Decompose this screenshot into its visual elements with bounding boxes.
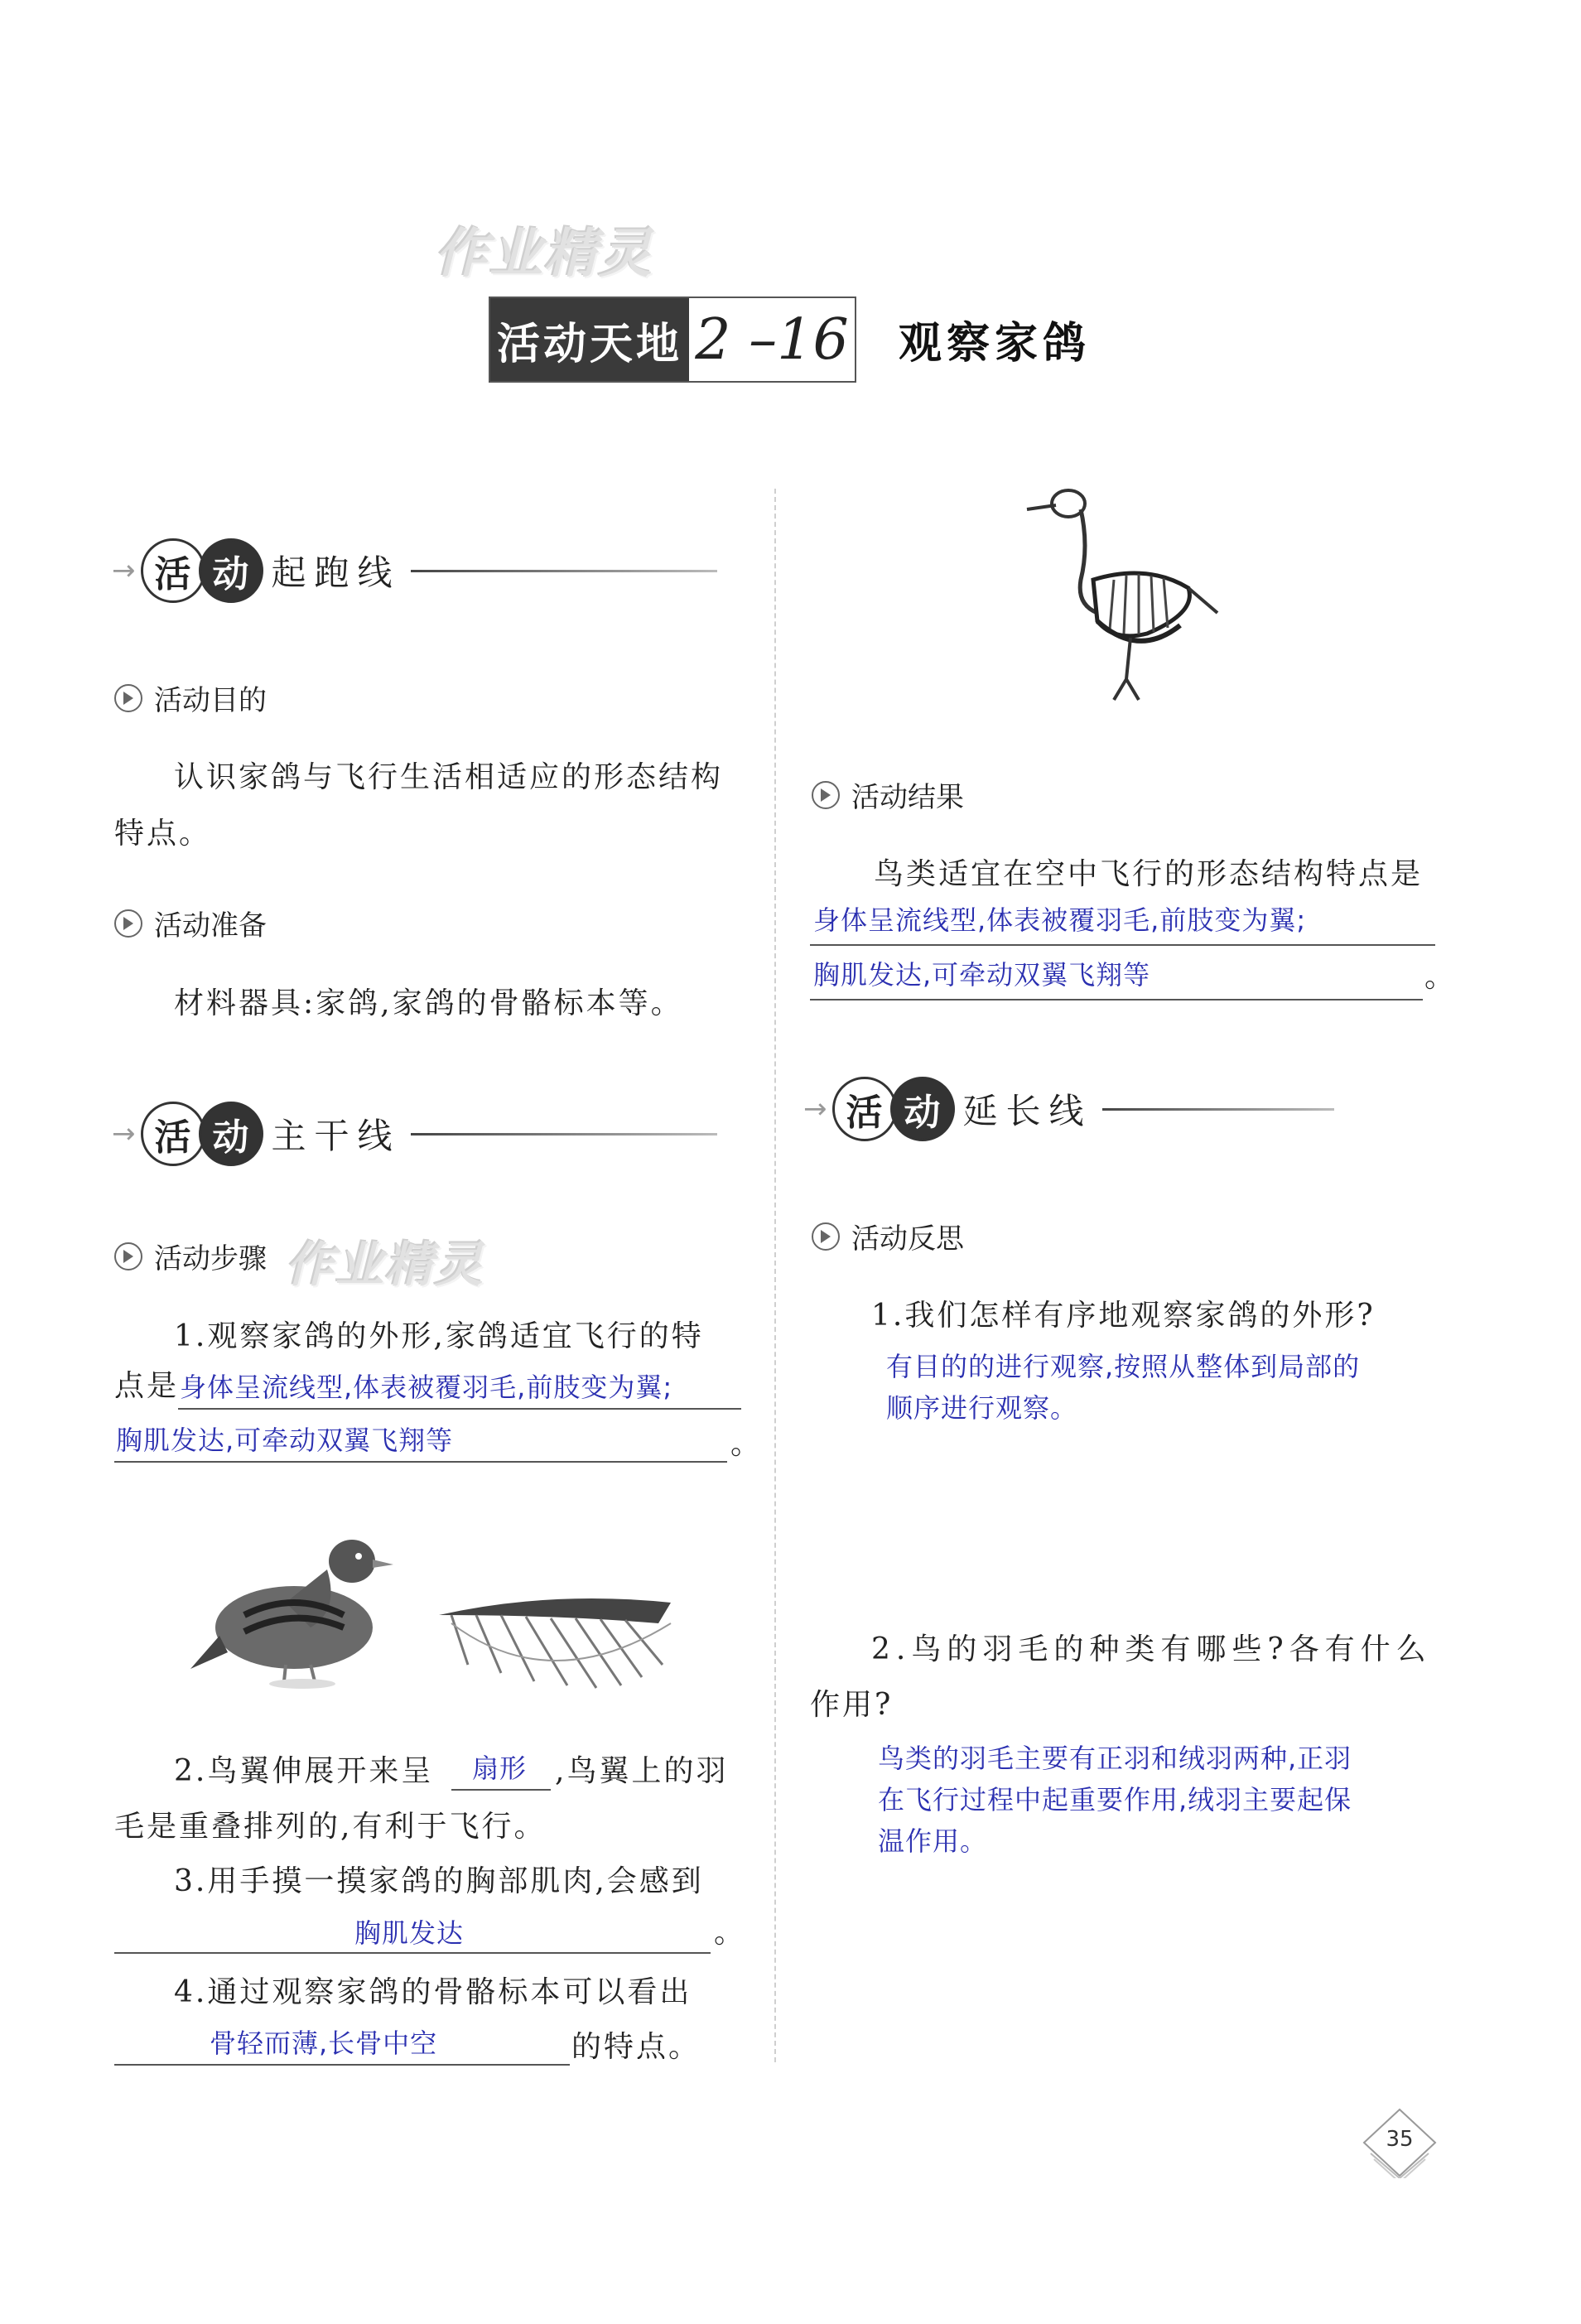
section-name: 起跑线 <box>271 552 401 593</box>
step1-answer-a: 身体呈流线型,体表被覆羽毛,前肢变为翼; <box>180 1372 673 1403</box>
result-answer-b: 胸肌发达,可牵动双翼飞翔等 <box>813 959 1151 991</box>
step2-answer-line <box>451 1748 551 1791</box>
arrow-circle-icon <box>812 1222 840 1251</box>
step4-prefix: 4.通过观察家鸽的骨骼标本可以看出 <box>174 1975 692 2009</box>
step3-answer: 胸肌发达 <box>354 1917 465 1949</box>
page-title: 观察家鸽 <box>899 318 1092 369</box>
reflect-a2-line1: 鸟类的羽毛主要有正羽和绒羽两种,正羽 <box>878 1743 1352 1774</box>
section-badge-char1: 活 <box>832 1077 897 1141</box>
step4-suffix: 的特点。 <box>571 2030 701 2064</box>
result-answer-a: 身体呈流线型,体表被覆羽毛,前肢变为翼; <box>813 904 1307 936</box>
result-prefix: 鸟类适宜在空中飞行的形态结构特点是 <box>874 857 1424 891</box>
step1-line1: 1.观察家鸽的外形,家鸽适宜飞行的特 <box>174 1319 704 1353</box>
purpose-text: 认识家鸽与飞行生活相适应的形态结构特点。 <box>114 760 724 851</box>
result-end: 。 <box>1424 960 1458 994</box>
purpose-heading <box>114 677 267 718</box>
wing-illustration <box>435 1590 675 1698</box>
section-name: 延长线 <box>962 1091 1092 1131</box>
arrow-icon: → <box>803 1092 827 1126</box>
arrow-circle-icon <box>114 684 142 712</box>
result-answer-line-2 <box>810 951 1423 1000</box>
step4-answer-line <box>114 2021 570 2066</box>
reflect-heading <box>812 1216 964 1256</box>
section-rule <box>411 1133 717 1135</box>
section-badge-char1: 活 <box>141 1102 205 1166</box>
step3-end: 。 <box>714 1916 747 1950</box>
page-number: 35 <box>1386 2127 1414 2152</box>
purpose-heading-text: 活动目的 <box>154 684 267 717</box>
arrow-icon: → <box>112 1117 136 1150</box>
section-rule <box>1102 1108 1334 1111</box>
section-rule <box>411 570 717 572</box>
prepare-text: 材料器具:家鸽,家鸽的骨骼标本等。 <box>174 986 683 1020</box>
prepare-heading-text: 活动准备 <box>154 909 267 943</box>
step3-answer-line <box>114 1909 711 1954</box>
step2-answer: 扇形 <box>472 1753 528 1784</box>
step2-suffix: ,鸟翼上的羽 <box>555 1754 729 1788</box>
step4-answer: 骨轻而薄,长骨中空 <box>210 2027 438 2059</box>
step1-answer-line-2 <box>114 1418 727 1463</box>
watermark: 作业精灵 <box>286 1237 485 1293</box>
section-start-header <box>112 538 717 603</box>
step2-prefix: 2.鸟翼伸展开来呈 <box>174 1754 434 1788</box>
result-heading-text: 活动结果 <box>851 781 964 814</box>
arrow-circle-icon <box>114 909 142 938</box>
pigeon-illustration <box>186 1512 402 1698</box>
section-main-header <box>112 1102 717 1166</box>
reflect-a2-line2: 在飞行过程中起重要作用,绒羽主要起保 <box>878 1784 1352 1815</box>
section-badge-char1: 活 <box>141 538 205 603</box>
section-badge-char2: 动 <box>199 1102 263 1166</box>
arrow-icon: → <box>112 554 136 587</box>
step1-answer-line-1 <box>178 1365 741 1410</box>
section-badge-char2: 动 <box>199 538 263 603</box>
result-answer-line-1 <box>810 896 1435 946</box>
result-heading <box>812 774 964 815</box>
reflect-q2-line1: 2.鸟的羽毛的种类有哪些?各有什么 <box>871 1632 1432 1666</box>
step1-end: 。 <box>730 1427 764 1461</box>
section-name: 主干线 <box>271 1116 401 1156</box>
reflect-a2-line3: 温作用。 <box>878 1825 988 1857</box>
step1-answer-b: 胸肌发达,可牵动双翼飞翔等 <box>116 1425 454 1456</box>
steps-heading-text: 活动步骤 <box>154 1242 267 1275</box>
reflect-heading-text: 活动反思 <box>851 1222 964 1256</box>
reflect-a1-line2: 顺序进行观察。 <box>886 1392 1078 1424</box>
column-divider <box>774 489 776 2062</box>
reflect-q1: 1.我们怎样有序地观察家鸽的外形? <box>871 1299 1376 1333</box>
reflect-a1-line1: 有目的的进行观察,按照从整体到局部的 <box>886 1351 1361 1382</box>
prepare-heading <box>114 903 267 943</box>
section-badge-char2: 动 <box>890 1077 955 1141</box>
skeleton-illustration <box>1023 480 1222 712</box>
reflect-q2-line2: 作用? <box>810 1688 894 1722</box>
watermark: 作业精灵 <box>435 224 653 285</box>
arrow-circle-icon <box>812 781 840 809</box>
step2-line2: 毛是重叠排列的,有利于飞行。 <box>114 1810 547 1844</box>
arrow-circle-icon <box>114 1242 142 1270</box>
section-extend-header <box>803 1077 1334 1141</box>
steps-heading <box>114 1236 267 1276</box>
title-number: 2 –16 <box>695 306 849 373</box>
title-label: 活动天地 <box>490 298 689 381</box>
page-title-box <box>489 297 856 383</box>
step3-prefix: 3.用手摸一摸家鸽的胸部肌肉,会感到 <box>174 1864 704 1898</box>
step1-label: 点是 <box>114 1369 180 1403</box>
